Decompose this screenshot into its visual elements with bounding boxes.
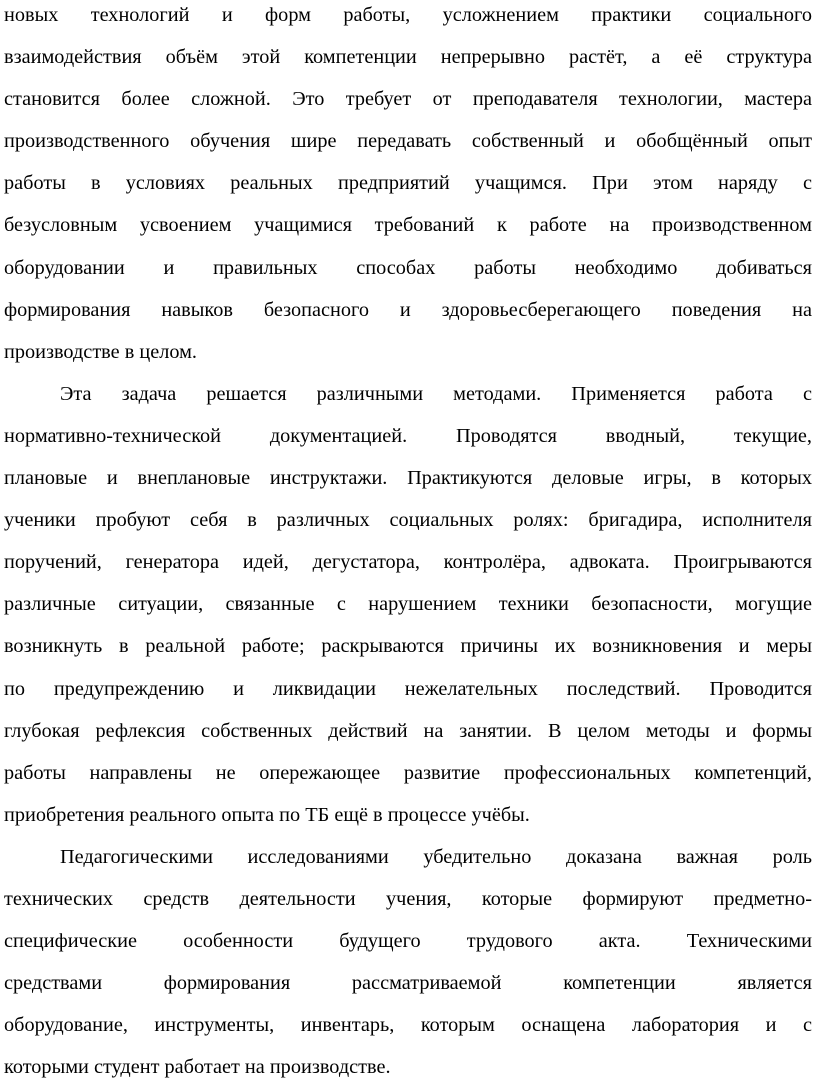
text-line: работы в условиях реальных предприятий учащимся. При этом наряду с (4, 172, 812, 195)
text-line: формирования навыков безопасного и здоровьесберегающего поведения на (4, 298, 812, 321)
text-line: по предупреждению и ликвидации нежелательных последствий. Проводится (4, 677, 812, 700)
text-line: взаимодействия объём этой компетенции непрерывно растёт, а её структура (4, 46, 812, 69)
text-line: нормативно-технической документацией. Проводятся вводный, текущие, (4, 424, 812, 447)
paragraph-methods (4, 373, 812, 836)
text-line: работы направлены не опережающее развитие профессиональных компетенций, (4, 761, 812, 784)
text-line: безусловным усвоением учащимися требований к работе на производственном (4, 214, 812, 237)
text-line: оборудование, инструменты, инвентарь, которым оснащена лаборатория и с (4, 1014, 812, 1037)
text-line: различные ситуации, связанные с нарушением техники безопасности, могущие (4, 593, 812, 616)
paragraph-technical-means (4, 836, 812, 1088)
text-line: средствами формирования рассматриваемой компетенции является (4, 972, 812, 995)
text-line: становится более сложной. Это требует от преподавателя технологии, мастера (4, 88, 812, 111)
text-line: специфические особенности будущего трудового акта. Техническими (4, 930, 812, 953)
text-line: технических средств деятельности учения, которые формируют предметно- (4, 887, 812, 910)
text-line: плановые и внеплановые инструктажи. Практикуются деловые игры, в которых (4, 467, 812, 490)
text-line: возникнуть в реальной работе; раскрываются причины их возникновения и меры (4, 635, 812, 658)
text-line: приобретения реального опыта по ТБ ещё в процессе учёбы. (4, 803, 530, 826)
text-line: Эта задача решается различными методами. Применяется работа с (60, 382, 812, 405)
text-line: оборудовании и правильных способах работы необходимо добиваться (4, 256, 812, 279)
text-line: производственного обучения шире передавать собственный и обобщённый опыт (4, 130, 812, 153)
text-line: ученики пробуют себя в различных социальных ролях: бригадира, исполнителя (4, 509, 812, 532)
text-line: поручений, генератора идей, дегустатора, контролёра, адвоката. Проигрываются (4, 551, 812, 574)
paragraph-continuation (4, 0, 812, 373)
text-line: глубокая рефлексия собственных действий на занятии. В целом методы и формы (4, 719, 812, 742)
text-line: новых технологий и форм работы, усложнением практики социального (4, 4, 812, 26)
text-line: производстве в целом. (4, 340, 197, 363)
text-line: которыми студент работает на производстве. (4, 1056, 391, 1079)
text-line: Педагогическими исследованиями убедительно доказана важная роль (60, 845, 812, 868)
